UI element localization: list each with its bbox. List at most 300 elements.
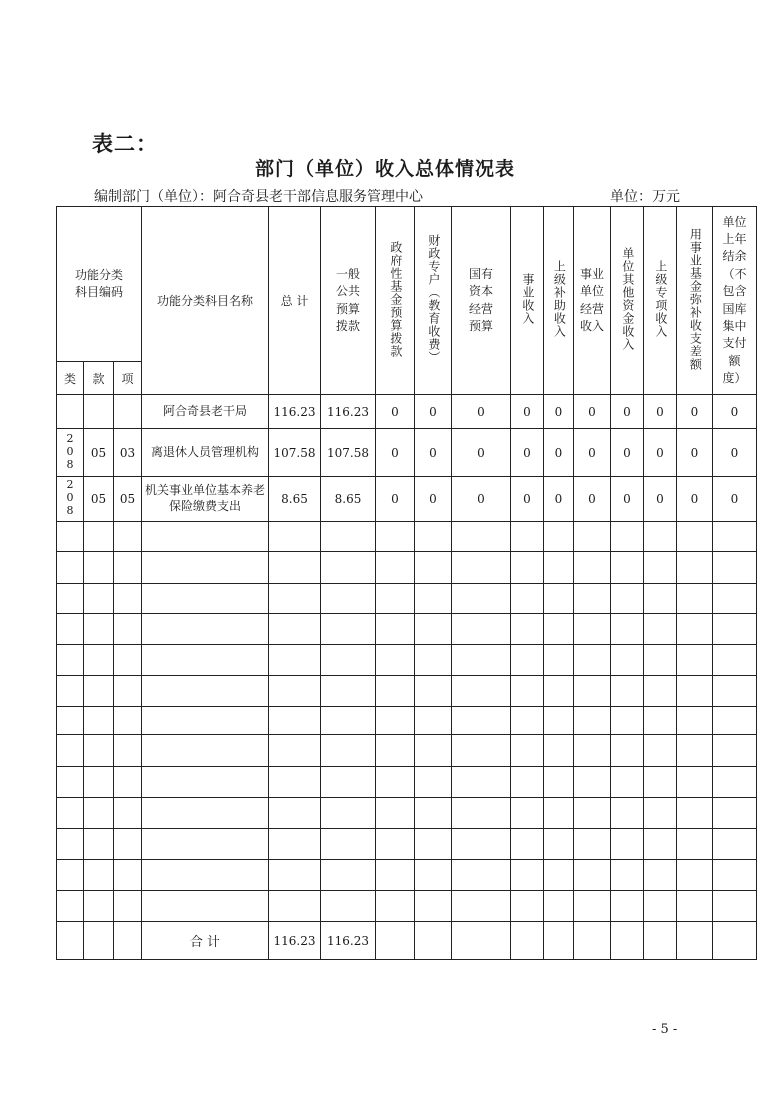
total-total: 116.23 <box>269 922 321 960</box>
cell-lei: 208 <box>57 429 84 477</box>
cell-business-unit-op: 0 <box>574 395 611 429</box>
empty-cell <box>574 798 611 829</box>
cell-general: 116.23 <box>321 395 376 429</box>
cell-kuan <box>84 395 114 429</box>
header-state-capital: 国有资本经营预算 <box>452 207 511 395</box>
empty-cell <box>677 584 713 614</box>
empty-cell <box>57 735 84 767</box>
empty-cell <box>574 584 611 614</box>
empty-cell <box>84 552 114 584</box>
empty-cell <box>269 829 321 860</box>
table-label: 表二： <box>92 131 158 156</box>
empty-cell <box>376 552 415 584</box>
empty-cell <box>544 645 574 676</box>
empty-cell <box>511 676 544 707</box>
empty-cell <box>677 860 713 891</box>
cell-general: 107.58 <box>321 429 376 477</box>
cell-fiscal-edu: 0 <box>415 395 452 429</box>
empty-cell <box>544 676 574 707</box>
cell-xiang: 05 <box>114 477 142 522</box>
empty-cell <box>511 735 544 767</box>
empty-cell <box>376 676 415 707</box>
cell-gov-fund: 0 <box>376 477 415 522</box>
empty-cell <box>611 707 644 735</box>
department-label: 编制部门（单位）：阿合奇县老干部信息服务管理中心 <box>94 189 423 205</box>
empty-cell <box>142 584 269 614</box>
cell-state-capital: 0 <box>452 395 511 429</box>
empty-cell <box>574 922 611 960</box>
total-label: 合 计 <box>142 922 269 960</box>
empty-cell <box>544 522 574 552</box>
empty-cell <box>142 829 269 860</box>
table-row <box>57 429 757 477</box>
empty-row <box>57 676 757 707</box>
empty-cell <box>321 707 376 735</box>
cell-business: 0 <box>511 429 544 477</box>
empty-cell <box>269 735 321 767</box>
cell-kuan: 05 <box>84 477 114 522</box>
page-number: - 5 - <box>652 1022 678 1037</box>
empty-cell <box>644 922 677 960</box>
empty-cell <box>321 584 376 614</box>
empty-cell <box>321 614 376 645</box>
empty-row <box>57 891 757 922</box>
empty-cell <box>269 798 321 829</box>
cell-state-capital: 0 <box>452 477 511 522</box>
cell-fund-balance: 0 <box>677 395 713 429</box>
empty-cell <box>544 891 574 922</box>
header-business: 事业收入 <box>511 207 544 395</box>
empty-cell <box>713 552 757 584</box>
empty-cell <box>713 707 757 735</box>
empty-cell <box>511 522 544 552</box>
empty-cell <box>544 614 574 645</box>
empty-cell <box>644 645 677 676</box>
empty-cell <box>321 891 376 922</box>
empty-cell <box>611 860 644 891</box>
empty-cell <box>611 829 644 860</box>
cell-carryover: 0 <box>713 477 757 522</box>
empty-cell <box>57 584 84 614</box>
empty-cell <box>57 829 84 860</box>
empty-cell <box>644 860 677 891</box>
cell-carryover: 0 <box>713 429 757 477</box>
cell-total: 107.58 <box>269 429 321 477</box>
empty-cell <box>269 676 321 707</box>
unit-label: 单位：万元 <box>610 189 680 205</box>
empty-row <box>57 735 757 767</box>
empty-cell <box>57 922 84 960</box>
empty-cell <box>452 707 511 735</box>
empty-cell <box>114 522 142 552</box>
empty-cell <box>511 798 544 829</box>
cell-name: 阿合奇县老干局 <box>142 395 269 429</box>
empty-cell <box>376 614 415 645</box>
empty-cell <box>644 676 677 707</box>
empty-cell <box>644 552 677 584</box>
empty-cell <box>376 767 415 798</box>
empty-cell <box>713 522 757 552</box>
empty-cell <box>376 735 415 767</box>
cell-xiang: 03 <box>114 429 142 477</box>
empty-cell <box>544 922 574 960</box>
empty-cell <box>376 522 415 552</box>
cell-kuan: 05 <box>84 429 114 477</box>
header-kuan: 款 <box>84 362 114 395</box>
empty-cell <box>511 707 544 735</box>
empty-cell <box>713 735 757 767</box>
empty-cell <box>415 645 452 676</box>
empty-cell <box>142 767 269 798</box>
table-row <box>57 477 757 522</box>
empty-cell <box>452 645 511 676</box>
empty-row <box>57 829 757 860</box>
empty-cell <box>114 829 142 860</box>
empty-cell <box>574 735 611 767</box>
empty-row <box>57 767 757 798</box>
empty-cell <box>415 860 452 891</box>
empty-cell <box>269 707 321 735</box>
empty-cell <box>611 891 644 922</box>
empty-cell <box>677 891 713 922</box>
empty-cell <box>544 584 574 614</box>
empty-cell <box>415 707 452 735</box>
table-body <box>57 395 757 960</box>
cell-superior-special: 0 <box>644 395 677 429</box>
empty-cell <box>574 767 611 798</box>
empty-cell <box>114 891 142 922</box>
empty-cell <box>511 860 544 891</box>
empty-cell <box>644 798 677 829</box>
empty-cell <box>114 584 142 614</box>
empty-cell <box>452 552 511 584</box>
empty-cell <box>511 891 544 922</box>
empty-cell <box>114 707 142 735</box>
empty-cell <box>415 922 452 960</box>
cell-fund-balance: 0 <box>677 429 713 477</box>
empty-cell <box>644 829 677 860</box>
empty-cell <box>415 767 452 798</box>
empty-cell <box>376 891 415 922</box>
empty-cell <box>677 829 713 860</box>
empty-cell <box>544 552 574 584</box>
empty-cell <box>452 767 511 798</box>
empty-cell <box>713 614 757 645</box>
empty-cell <box>57 707 84 735</box>
empty-row <box>57 860 757 891</box>
empty-cell <box>142 676 269 707</box>
header-carryover: 单位上年结余（不包含国库集中支付额度） <box>713 207 757 395</box>
empty-cell <box>611 767 644 798</box>
header-fund-balance: 用事业基金弥补收支差额 <box>677 207 713 395</box>
empty-cell <box>114 645 142 676</box>
empty-cell <box>713 922 757 960</box>
empty-cell <box>269 860 321 891</box>
empty-cell <box>57 522 84 552</box>
empty-cell <box>321 767 376 798</box>
empty-cell <box>452 676 511 707</box>
empty-cell <box>142 735 269 767</box>
empty-cell <box>84 860 114 891</box>
empty-cell <box>677 707 713 735</box>
cell-lei <box>57 395 84 429</box>
empty-cell <box>142 522 269 552</box>
header-total: 总 计 <box>269 207 321 395</box>
cell-business-unit-op: 0 <box>574 429 611 477</box>
empty-cell <box>84 735 114 767</box>
empty-cell <box>415 614 452 645</box>
empty-cell <box>611 522 644 552</box>
empty-cell <box>713 767 757 798</box>
empty-cell <box>677 522 713 552</box>
empty-cell <box>611 614 644 645</box>
cell-gov-fund: 0 <box>376 429 415 477</box>
empty-cell <box>452 735 511 767</box>
header-business-unit-op: 事业单位经营收入 <box>574 207 611 395</box>
header-code-group: 功能分类科目编码 <box>57 207 142 362</box>
empty-cell <box>644 891 677 922</box>
empty-cell <box>452 614 511 645</box>
empty-cell <box>677 676 713 707</box>
cell-lei: 208 <box>57 477 84 522</box>
empty-cell <box>544 767 574 798</box>
empty-cell <box>269 584 321 614</box>
empty-cell <box>644 614 677 645</box>
cell-superior-special: 0 <box>644 429 677 477</box>
empty-cell <box>544 829 574 860</box>
empty-cell <box>677 922 713 960</box>
empty-cell <box>452 922 511 960</box>
empty-cell <box>114 735 142 767</box>
empty-cell <box>376 584 415 614</box>
empty-cell <box>511 614 544 645</box>
header-other: 单位其他资金收入 <box>611 207 644 395</box>
empty-cell <box>57 860 84 891</box>
empty-cell <box>142 645 269 676</box>
cell-fund-balance: 0 <box>677 477 713 522</box>
empty-cell <box>611 922 644 960</box>
document-title: 部门（单位）收入总体情况表 <box>254 158 515 180</box>
empty-cell <box>84 707 114 735</box>
cell-superior-subsidy: 0 <box>544 477 574 522</box>
empty-cell <box>677 552 713 584</box>
empty-row <box>57 584 757 614</box>
header-xiang: 项 <box>114 362 142 395</box>
empty-cell <box>376 860 415 891</box>
empty-cell <box>415 735 452 767</box>
empty-cell <box>57 676 84 707</box>
empty-cell <box>511 922 544 960</box>
empty-cell <box>574 707 611 735</box>
empty-cell <box>57 614 84 645</box>
empty-cell <box>452 522 511 552</box>
cell-superior-subsidy: 0 <box>544 395 574 429</box>
empty-cell <box>269 614 321 645</box>
header-superior-subsidy: 上级补助收入 <box>544 207 574 395</box>
empty-row <box>57 798 757 829</box>
empty-cell <box>57 645 84 676</box>
cell-fiscal-edu: 0 <box>415 429 452 477</box>
empty-cell <box>713 645 757 676</box>
empty-cell <box>114 922 142 960</box>
cell-fiscal-edu: 0 <box>415 477 452 522</box>
empty-cell <box>114 676 142 707</box>
empty-cell <box>713 676 757 707</box>
empty-cell <box>677 645 713 676</box>
empty-cell <box>452 829 511 860</box>
cell-xiang <box>114 395 142 429</box>
header-row-top <box>57 207 757 362</box>
empty-row <box>57 645 757 676</box>
meta-row <box>94 186 694 206</box>
empty-cell <box>269 767 321 798</box>
empty-cell <box>321 860 376 891</box>
empty-cell <box>57 552 84 584</box>
cell-business: 0 <box>511 395 544 429</box>
cell-state-capital: 0 <box>452 429 511 477</box>
empty-cell <box>321 829 376 860</box>
empty-cell <box>611 676 644 707</box>
empty-cell <box>57 798 84 829</box>
empty-cell <box>376 707 415 735</box>
empty-cell <box>114 767 142 798</box>
empty-cell <box>452 891 511 922</box>
empty-cell <box>713 860 757 891</box>
empty-cell <box>57 767 84 798</box>
empty-cell <box>84 614 114 645</box>
empty-cell <box>321 522 376 552</box>
empty-cell <box>376 922 415 960</box>
empty-cell <box>713 829 757 860</box>
table-row <box>57 395 757 429</box>
empty-cell <box>574 614 611 645</box>
cell-total: 116.23 <box>269 395 321 429</box>
cell-business: 0 <box>511 477 544 522</box>
empty-cell <box>84 922 114 960</box>
empty-cell <box>321 645 376 676</box>
empty-cell <box>142 614 269 645</box>
empty-cell <box>415 891 452 922</box>
empty-cell <box>269 891 321 922</box>
header-general: 一般公共预算拨款 <box>321 207 376 395</box>
empty-cell <box>84 767 114 798</box>
header-gov-fund: 政府性基金预算拨款 <box>376 207 415 395</box>
empty-cell <box>114 614 142 645</box>
empty-cell <box>511 767 544 798</box>
empty-cell <box>511 552 544 584</box>
header-fiscal-edu: 财政专户（教育收费） <box>415 207 452 395</box>
empty-cell <box>142 860 269 891</box>
empty-cell <box>574 891 611 922</box>
empty-cell <box>321 735 376 767</box>
empty-cell <box>677 798 713 829</box>
empty-cell <box>84 798 114 829</box>
empty-row <box>57 707 757 735</box>
empty-cell <box>415 798 452 829</box>
empty-cell <box>142 707 269 735</box>
header-lei: 类 <box>57 362 84 395</box>
empty-cell <box>415 829 452 860</box>
empty-cell <box>452 860 511 891</box>
empty-cell <box>574 860 611 891</box>
empty-cell <box>321 798 376 829</box>
cell-other: 0 <box>611 429 644 477</box>
empty-cell <box>611 645 644 676</box>
cell-name: 机关事业单位基本养老保险缴费支出 <box>142 477 269 522</box>
empty-cell <box>644 522 677 552</box>
empty-cell <box>142 891 269 922</box>
empty-cell <box>574 645 611 676</box>
empty-cell <box>269 552 321 584</box>
empty-cell <box>321 552 376 584</box>
empty-cell <box>574 522 611 552</box>
empty-cell <box>269 645 321 676</box>
empty-cell <box>415 584 452 614</box>
empty-cell <box>611 735 644 767</box>
empty-cell <box>574 829 611 860</box>
empty-cell <box>142 798 269 829</box>
cell-gov-fund: 0 <box>376 395 415 429</box>
cell-superior-special: 0 <box>644 477 677 522</box>
empty-cell <box>269 522 321 552</box>
empty-cell <box>84 829 114 860</box>
empty-row <box>57 614 757 645</box>
empty-cell <box>84 891 114 922</box>
empty-cell <box>511 584 544 614</box>
cell-name: 离退休人员管理机构 <box>142 429 269 477</box>
income-table <box>56 206 757 960</box>
empty-row <box>57 552 757 584</box>
empty-cell <box>544 798 574 829</box>
empty-row <box>57 522 757 552</box>
empty-cell <box>644 767 677 798</box>
empty-cell <box>511 645 544 676</box>
empty-cell <box>713 584 757 614</box>
empty-cell <box>415 522 452 552</box>
empty-cell <box>415 552 452 584</box>
empty-cell <box>376 798 415 829</box>
empty-cell <box>511 829 544 860</box>
header-superior-special: 上级专项收入 <box>644 207 677 395</box>
empty-cell <box>452 584 511 614</box>
empty-cell <box>544 860 574 891</box>
empty-cell <box>84 645 114 676</box>
empty-cell <box>376 645 415 676</box>
empty-cell <box>114 860 142 891</box>
cell-other: 0 <box>611 395 644 429</box>
empty-cell <box>677 614 713 645</box>
empty-cell <box>677 767 713 798</box>
empty-cell <box>644 735 677 767</box>
cell-other: 0 <box>611 477 644 522</box>
cell-general: 8.65 <box>321 477 376 522</box>
empty-cell <box>376 829 415 860</box>
empty-cell <box>452 798 511 829</box>
empty-cell <box>544 735 574 767</box>
empty-cell <box>84 676 114 707</box>
cell-total: 8.65 <box>269 477 321 522</box>
cell-carryover: 0 <box>713 395 757 429</box>
cell-business-unit-op: 0 <box>574 477 611 522</box>
empty-cell <box>57 891 84 922</box>
empty-cell <box>142 552 269 584</box>
empty-cell <box>114 798 142 829</box>
empty-cell <box>644 707 677 735</box>
empty-cell <box>644 584 677 614</box>
empty-cell <box>611 584 644 614</box>
empty-cell <box>611 552 644 584</box>
empty-cell <box>611 798 644 829</box>
